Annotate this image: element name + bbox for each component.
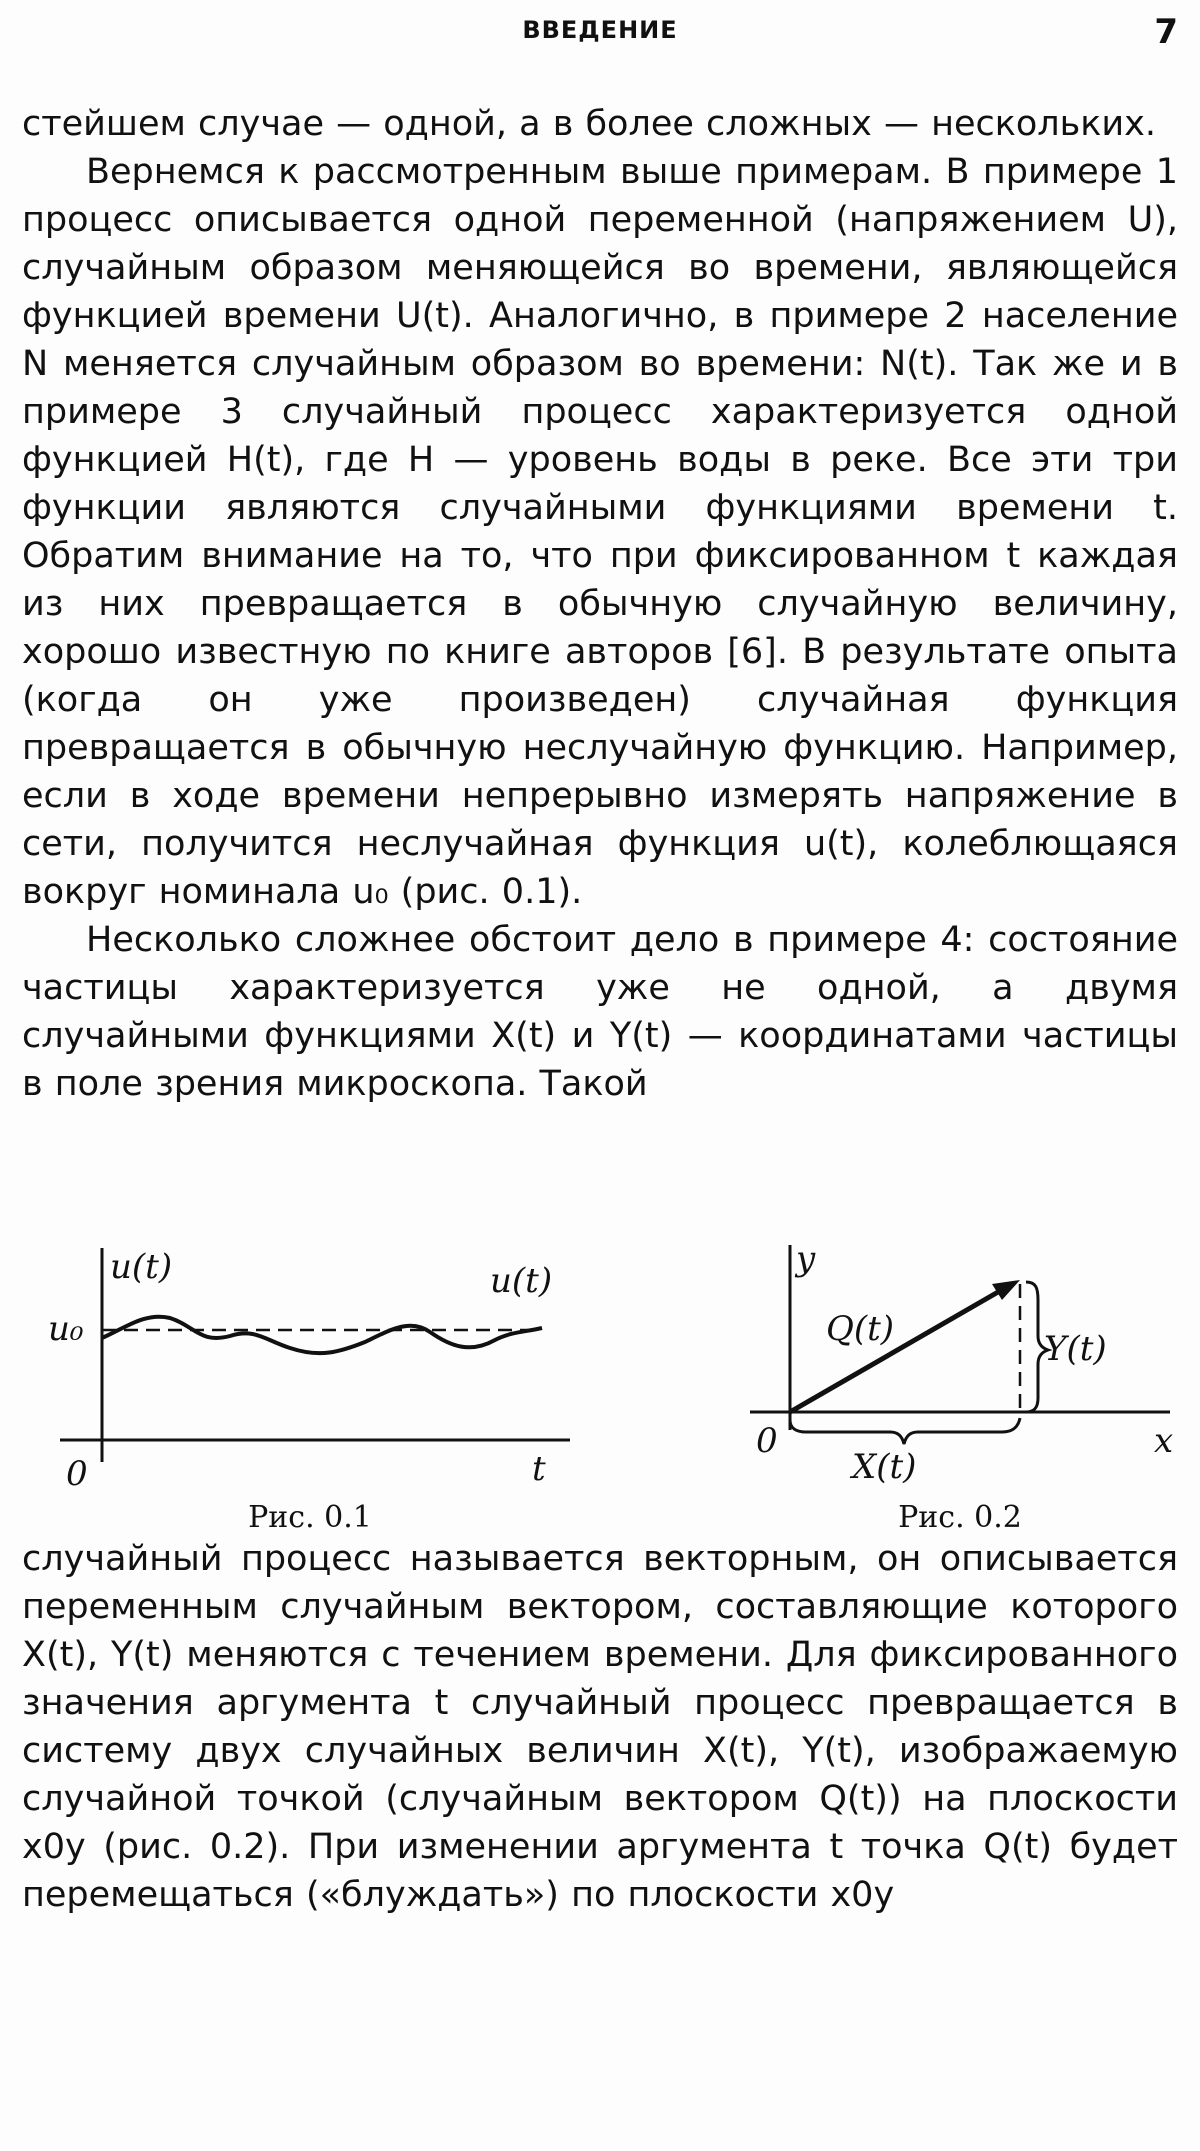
- page-number: 7: [1154, 12, 1178, 52]
- figure-0-2: [730, 1240, 1190, 1535]
- y-component-label: Y(t): [1044, 1329, 1107, 1369]
- y-axis-label: y: [796, 1240, 816, 1279]
- paragraph: Несколько сложнее обстоит дело в примере 4: состояние частицы характеризуется уже не одной, а двумя случайными функциями X(t) и Y(t) — координатами частицы в поле зрения микроскопа. Такой: [22, 920, 1178, 1104]
- paragraph: стейшем случае — одной, а в более сложных — нескольких.: [22, 104, 1157, 144]
- figure-0-2-graphic: [730, 1240, 1190, 1490]
- paragraph: Вернемся к рассмотренным выше примерам. В примере 1 процесс описывается одной переменной (напряжением U), случайным образом меняющейся во времени, являющейся функцией времени U(t). Аналогично, в примере 2 население N меняется случайным образом во времени: N(t). Так же и в примере 3 случайный процесс характеризуется одной функцией H(t), где H — уровень воды в реке. Все эти три функции являются случайными функциями времени t. Обратим внимание на то, что при фиксированном t каждая из них превращается в обычную случайную величину, хорошо известную по книге авторов [6]. В результате опыта (когда он уже произведен) случайная функция превращается в обычную неслучайную функцию. Например, если в ходе времени непрерывно измерять напряжение в сети, получится неслучайная функция u(t), колеблющаяся вокруг номинала u₀ (рис. 0.1).: [22, 152, 1178, 912]
- vector-arrowhead: [992, 1280, 1020, 1300]
- curve-label-right: u(t): [490, 1261, 553, 1301]
- vector-q: [790, 1288, 1005, 1412]
- level-label: u₀: [48, 1309, 84, 1349]
- running-head: ВВЕДЕНИЕ: [522, 16, 678, 44]
- page-header: [0, 12, 1200, 52]
- x-component-label: X(t): [852, 1447, 917, 1487]
- body-text-top: [22, 100, 1178, 1108]
- x-axis-label: x: [1154, 1421, 1174, 1461]
- curve-label-top: u(t): [110, 1247, 173, 1287]
- x-brace: [790, 1418, 1020, 1444]
- body-text-bottom: [22, 1535, 1178, 1919]
- random-function-curve: [102, 1317, 542, 1353]
- vector-label: Q(t): [826, 1309, 895, 1349]
- time-axis-label: t: [532, 1449, 546, 1489]
- figure-0-1: [30, 1240, 590, 1535]
- figure-0-1-caption: Рис. 0.1: [248, 1500, 372, 1535]
- figure-0-1-graphic: [30, 1240, 590, 1490]
- paragraph: случайный процесс называется векторным, он описывается переменным случайным вектором, составляющие которого X(t), Y(t) меняются с течением времени. Для фиксированного значения аргумента t случайный процесс превращается в систему двух случайных величин X(t), Y(t), изображаемую случайной точкой (случайным вектором Q(t)) на плоскости x0y (рис. 0.2). При изменении аргумента t точка Q(t) будет перемещаться («блуждать») по плоскости x0y: [22, 1539, 1178, 1915]
- origin-label: 0: [756, 1421, 778, 1461]
- origin-label: 0: [66, 1454, 88, 1490]
- figure-0-2-caption: Рис. 0.2: [898, 1500, 1022, 1535]
